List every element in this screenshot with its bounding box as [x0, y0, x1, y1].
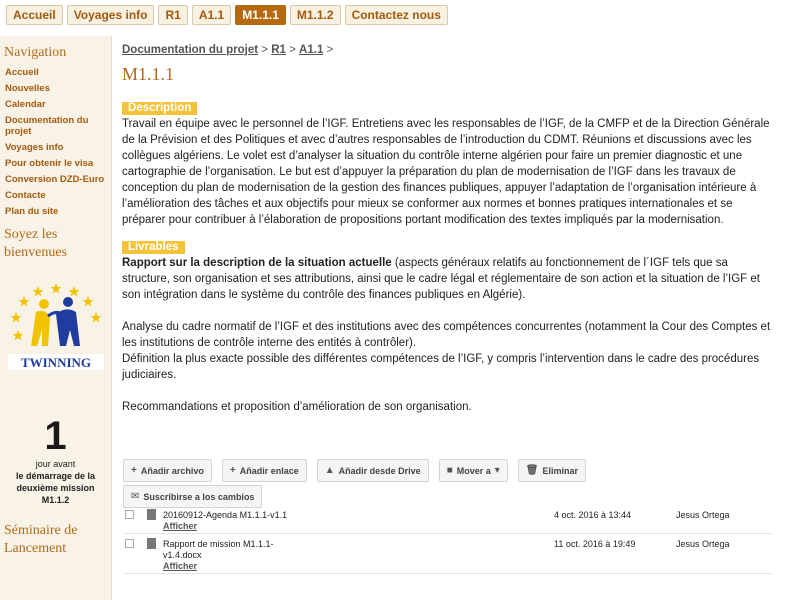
drive-icon: ▲	[324, 465, 335, 476]
sidebar-item-contacte[interactable]: Contacte	[5, 190, 46, 201]
move-to-button[interactable]	[439, 459, 508, 482]
breadcrumb-separator: >	[261, 44, 269, 56]
tab-m1-1-2[interactable]: M1.1.2	[290, 5, 341, 25]
main-content	[122, 36, 777, 415]
sidebar-item-accueil[interactable]: Accueil	[5, 67, 39, 78]
document-icon	[147, 538, 156, 549]
add-link-button[interactable]	[222, 459, 307, 482]
document-icon	[147, 509, 156, 520]
seminar-heading: Séminaire de Lancement	[4, 523, 78, 556]
navigation-heading: Navigation	[4, 45, 67, 60]
delete-label: Eliminar	[542, 465, 578, 476]
sidebar-item-documentation[interactable]: Documentation du projet	[5, 115, 89, 137]
file-view-link[interactable]: Afficher	[163, 521, 198, 531]
breadcrumb-separator: >	[289, 44, 296, 56]
tab-m1-1-1[interactable]: M1.1.1	[235, 5, 286, 25]
sidebar-item-nouvelles[interactable]: Nouvelles	[5, 83, 50, 94]
livrables-text: (aspects généraux relatifs au fonctionnement de l´IGF tels que sa structure, son organisation et ses attributions, ainsi que le cadre légal et réglementaire de son action et la situation de l’IGF et son intégration dans le système du contrôle des finances publiques en Algérie).	[122, 257, 760, 301]
file-owner: Jesus Ortega	[676, 539, 730, 549]
sidebar-item-plan-du-site[interactable]: Plan du site	[5, 206, 59, 217]
add-drive-label: Añadir desde Drive	[338, 465, 421, 476]
trash-icon: 🗑	[525, 465, 539, 476]
breadcrumb-a1-1[interactable]: A1.1	[299, 44, 324, 56]
file-name-cell	[163, 510, 298, 532]
add-link-label: Añadir enlace	[239, 465, 299, 476]
sidebar	[0, 36, 112, 600]
subscribe-label: Suscribirse a los cambios	[143, 491, 255, 502]
plus-icon: +	[131, 465, 137, 476]
sidebar-item-conversion[interactable]: Conversion DZD-Euro	[5, 174, 105, 185]
countdown-text	[0, 458, 111, 506]
countdown-line-2: le démarrage de la deuxième mission	[15, 471, 96, 493]
add-file-label: Añadir archivo	[140, 465, 204, 476]
spacer	[122, 383, 777, 399]
sidebar-item-visa[interactable]: Pour obtenir le visa	[5, 158, 94, 169]
sidebar-item-calendar[interactable]: Calendar	[5, 99, 46, 110]
livrables-paragraph	[122, 255, 777, 303]
tab-contactez-nous[interactable]: Contactez nous	[345, 5, 448, 25]
countdown	[0, 416, 111, 506]
file-row	[123, 505, 771, 534]
file-checkbox[interactable]	[125, 510, 134, 519]
file-date: 4 oct. 2016 à 13:44	[554, 510, 632, 520]
countdown-line-3: M1.1.2	[41, 495, 70, 505]
add-drive-button[interactable]	[317, 459, 429, 482]
add-file-button[interactable]	[123, 459, 212, 482]
twinning-logo-graphic	[4, 280, 108, 376]
analyse-text: Analyse du cadre normatif de l’IGF et des institutions avec des compétences concurrentes (notamment la Cour des Comptes et les institutions de contrôle interne des entités à contrôler).	[122, 321, 771, 349]
recommandations-text: Recommandations et proposition d’amélioration de son organisation.	[122, 401, 472, 413]
breadcrumb	[122, 44, 777, 58]
definition-text: Définition la plus exacte possible des différentes compétences de l’IGF, y compris l’intervention dans le cadre des procédures judiciaires.	[122, 353, 760, 381]
mail-icon: ✉	[131, 491, 140, 502]
delete-button[interactable]	[518, 459, 586, 482]
countdown-number: 1	[44, 414, 67, 458]
file-date: 11 oct. 2016 à 19:49	[554, 539, 636, 549]
countdown-line-1: jour avant	[35, 459, 76, 469]
breadcrumb-separator: >	[326, 44, 334, 56]
description-text: Travail en équipe avec le personnel de l’IGF. Entretiens avec les responsables de l’IGF, de la CMFP et de la Direction Générale de la Prévision et des Politiques et avec d’autres responsables de l’introduction du CDMT. Réunions et discussions avec les collègues algériens. Le volet est d’analyser la situation du contrôle interne algérien pour faire un premier diagnostic et une cartographie de l’organisation. Le but est d’appuyer la préparation du plan de modernisation de l’IGF dans les travaux de conception du plan de modernisation de la gestion des finances publiques, appuyer l’adaptation de l’organisation intérieure à l’amélioration des tâches et aux objectifs pour mieux se conformer aux normes et bonnes pratiques internationales et se préparer pour contribuer à l’élaboration de propositions portant modification des textes impliqués par la modernisation.	[122, 118, 770, 226]
chevron-down-icon: ▾	[494, 465, 500, 476]
tab-r1[interactable]: R1	[158, 5, 187, 25]
spacer	[122, 303, 777, 319]
breadcrumb-r1[interactable]: R1	[271, 44, 286, 56]
top-navigation	[6, 5, 448, 27]
file-list	[123, 505, 771, 574]
file-checkbox[interactable]	[125, 539, 134, 548]
tab-voyages-info[interactable]: Voyages info	[67, 5, 155, 25]
breadcrumb-documentation[interactable]: Documentation du projet	[122, 44, 259, 56]
file-name: 20160912-Agenda M1.1.1-v1.1	[163, 510, 288, 520]
plus-icon: +	[229, 465, 236, 476]
welcome-heading: Soyez les bienvenues	[4, 227, 67, 260]
description-tag: Description	[122, 102, 197, 115]
file-name-cell	[163, 539, 298, 572]
twinning-logo	[4, 280, 108, 376]
page-title: M1.1.1	[122, 64, 175, 84]
file-view-link[interactable]: Afficher	[163, 561, 198, 571]
move-to-label: Mover a	[456, 465, 491, 476]
sidebar-nav-list	[0, 67, 111, 217]
sidebar-item-voyages-info[interactable]: Voyages info	[5, 142, 64, 153]
file-toolbar	[123, 459, 643, 511]
folder-icon: ■	[446, 465, 453, 476]
livrables-tag: Livrables	[122, 241, 185, 254]
twinning-logo-text: TWINNING	[20, 355, 92, 370]
file-name: Rapport de mission M1.1.1-v1.4.docx	[163, 539, 274, 560]
file-row	[123, 534, 771, 574]
livrables-bold: Rapport sur la description de la situation actuelle	[122, 257, 392, 269]
tab-a1-1[interactable]: A1.1	[192, 5, 231, 25]
file-owner: Jesus Ortega	[676, 510, 730, 520]
tab-accueil[interactable]: Accueil	[6, 5, 63, 25]
